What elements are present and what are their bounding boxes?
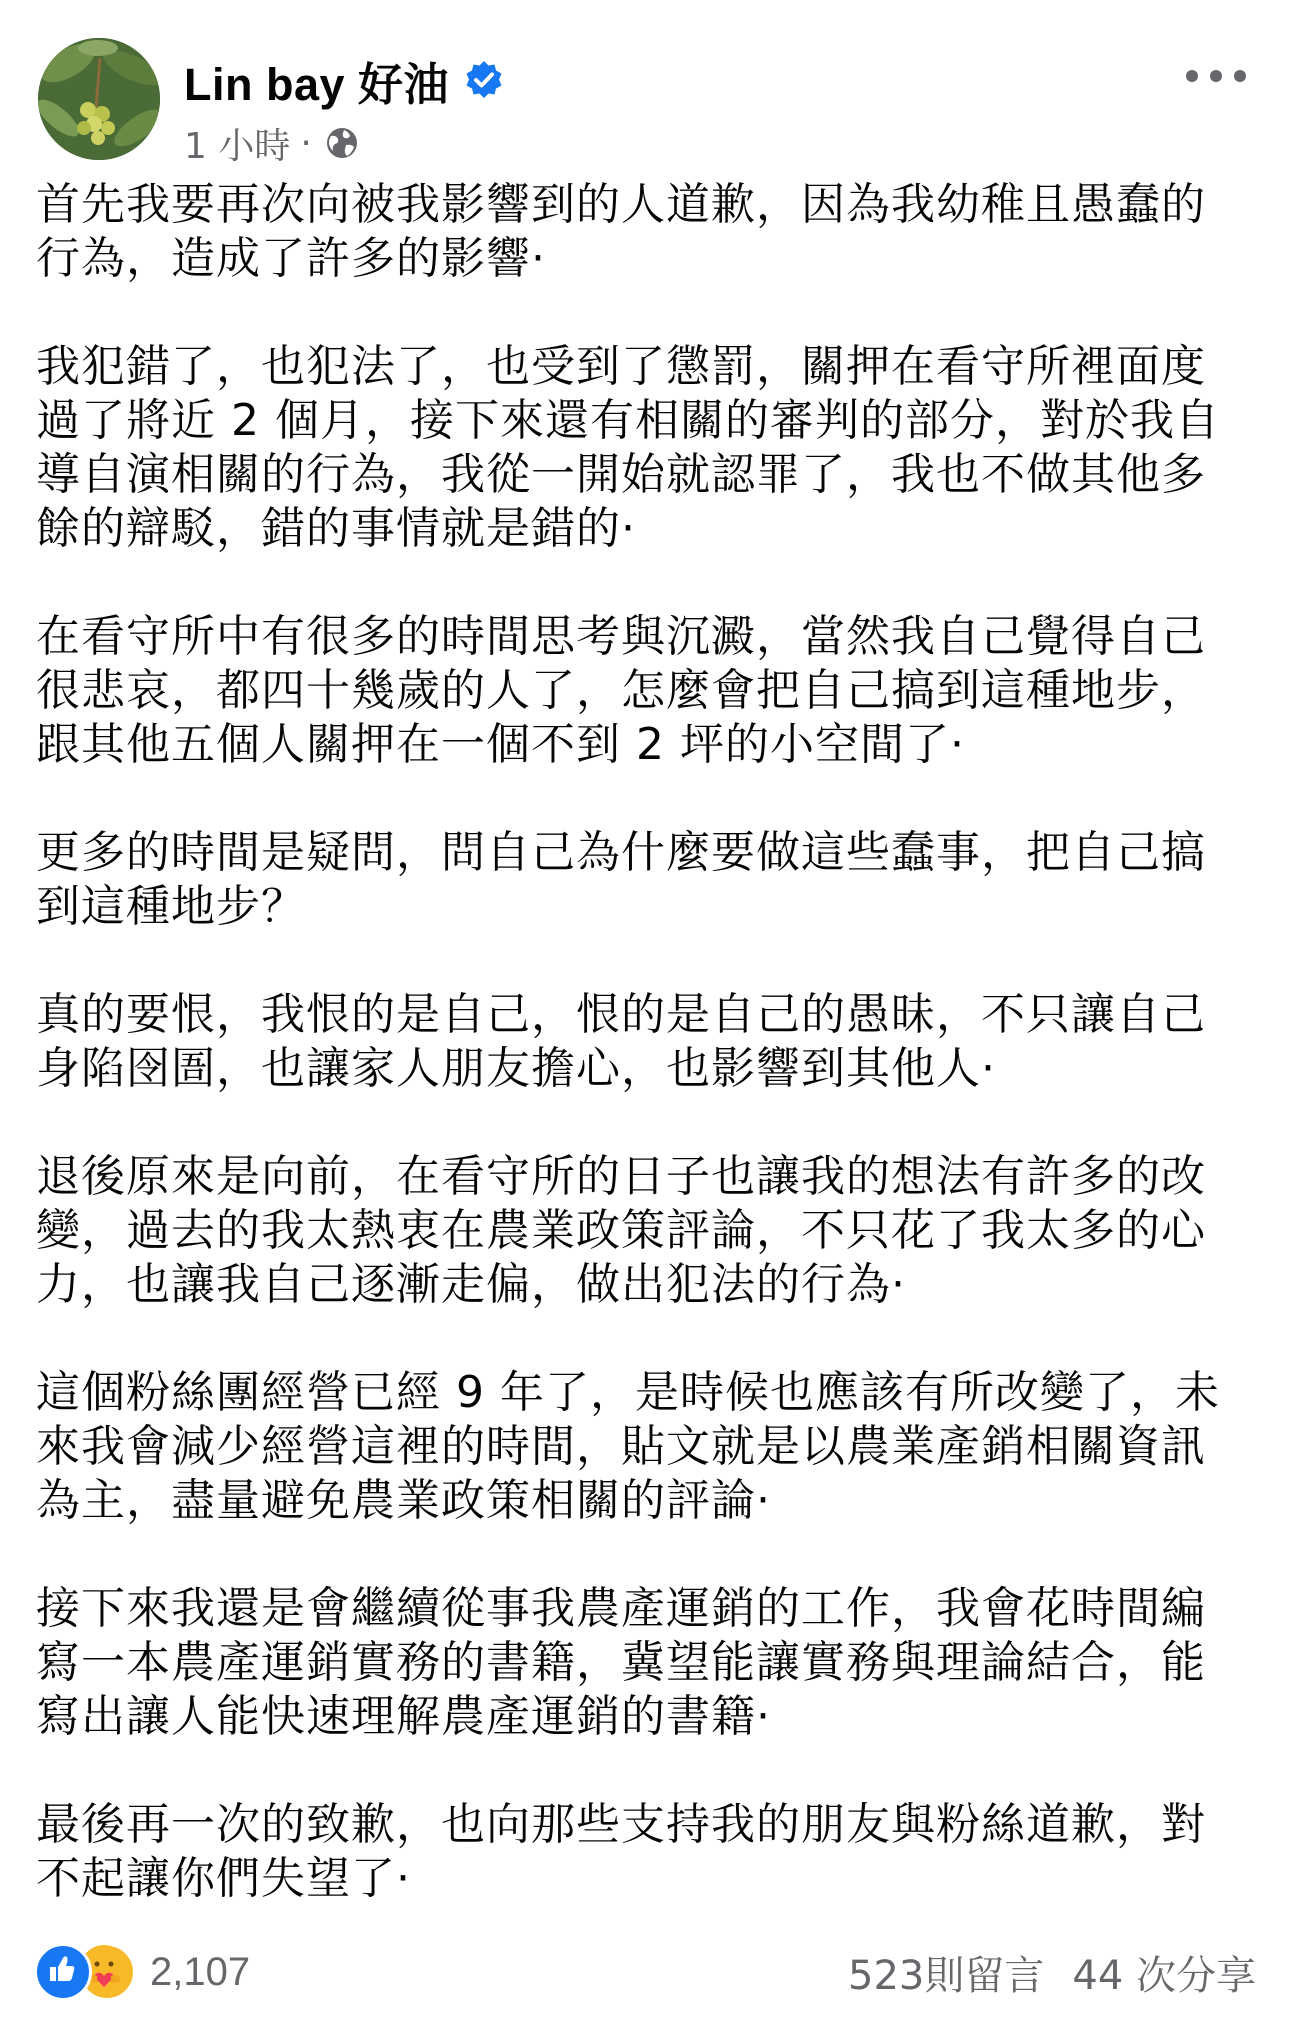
post-paragraph: 首先我要再次向被我影響到的人道歉，因為我幼稚且愚蠢的 行為，造成了許多的影響· xyxy=(36,179,1206,284)
post-paragraph: 在看守所中有很多的時間思考與沉澱，當然我自己覺得自己 很悲哀，都四十幾歲的人了，怎麼會把自己搞到這種地步， 跟其他五個人關押在一個不到 2 坪的小空間了· xyxy=(36,611,1206,770)
post-paragraph: 這個粉絲團經營已經 9 年了，是時候也應該有所改變了，未 來我會減少經營這裡的時間，貼文就是以農業產銷相關資訊 為主，盡量避免農業政策相關的評論· xyxy=(36,1367,1220,1526)
more-options-icon xyxy=(1210,70,1222,82)
reaction-count: 2,107 xyxy=(150,1949,251,1994)
post-footer xyxy=(34,1942,1256,2002)
avatar-photo xyxy=(38,38,160,160)
more-options-icon xyxy=(1186,70,1198,82)
post-paragraph: 最後再一次的致歉，也向那些支持我的朋友與粉絲道歉，對 不起讓你們失望了· xyxy=(36,1799,1206,1904)
shares-count-link[interactable]: 44 次分享 xyxy=(1072,1952,1256,1999)
post-paragraph: 真的要恨，我恨的是自己，恨的是自己的愚昧，不只讓自己 身陷囹圄，也讓家人朋友擔心，也影響到其他人· xyxy=(36,989,1206,1094)
avatar[interactable] xyxy=(38,38,160,160)
author-row xyxy=(184,50,505,110)
author-name[interactable]: Lin bay 好油 xyxy=(184,58,450,110)
post-paragraph: 退後原來是向前，在看守所的日子也讓我的想法有許多的改 變，過去的我太熱衷在農業政策評論，不只花了我太多的心 力，也讓我自己逐漸走偏，做出犯法的行為· xyxy=(36,1151,1206,1310)
like-reaction-icon xyxy=(34,1943,92,2001)
reactions-summary[interactable] xyxy=(34,1942,250,2002)
post-meta xyxy=(184,118,362,168)
more-options-icon xyxy=(1234,70,1246,82)
post-paragraph: 更多的時間是疑問，問自己為什麼要做這些蠢事，把自己搞 到這種地步？ xyxy=(36,827,1206,932)
post-paragraph: 我犯錯了，也犯法了，也受到了懲罰，關押在看守所裡面度 過了將近 2 個月，接下來還有相關的審判的部分，對於我自 導自演相關的行為，我從一開始就認罪了，我也不做其他多 餘的辯駁，錯的事情就是錯的· xyxy=(36,341,1220,554)
post-paragraph: 接下來我還是會繼續從事我農產運銷的工作，我會花時間編 寫一本農產運銷實務的書籍，冀望能讓實務與理論結合，能 寫出讓人能快速理解農產運銷的書籍· xyxy=(36,1583,1206,1742)
post-stats xyxy=(848,1942,1256,2002)
verified-badge-icon xyxy=(463,59,505,101)
comments-count-link[interactable]: 523則留言 xyxy=(848,1952,1045,1999)
globe-icon xyxy=(322,123,362,163)
post-timestamp[interactable]: 1 小時 xyxy=(184,125,291,167)
more-options-button[interactable] xyxy=(1186,56,1246,96)
post-body xyxy=(36,178,1261,1960)
post-header xyxy=(38,38,1252,168)
meta-separator: · xyxy=(300,122,312,164)
